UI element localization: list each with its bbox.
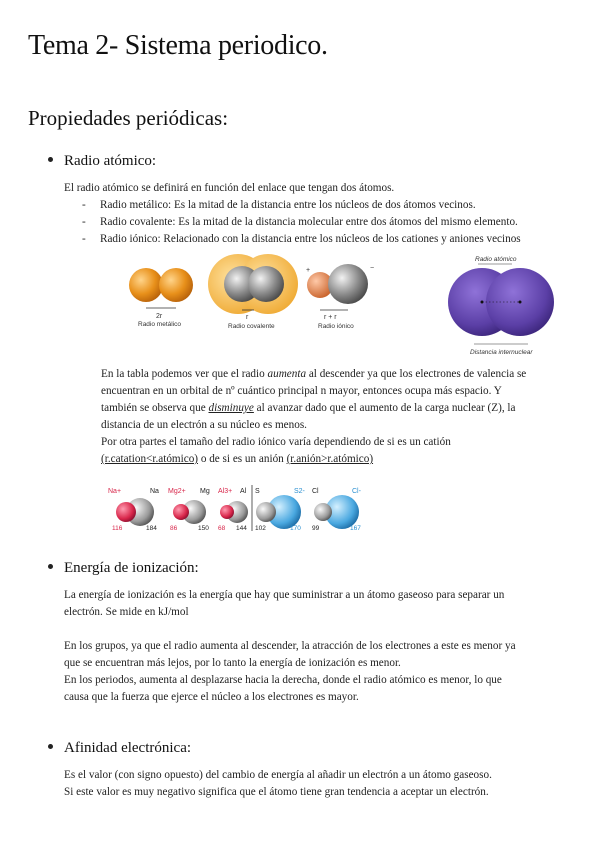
radius-value: 68 — [218, 525, 226, 532]
ionic-measure: r + r — [324, 314, 337, 321]
text-line: causa que la fuerza que ejerce el núcleo a los electrones es mayor. — [64, 691, 359, 703]
ion-label: Mg — [200, 488, 210, 495]
ion-label: Na+ — [108, 488, 122, 495]
bullet-afinidad-electronica — [48, 740, 191, 757]
covalent-radius-diagram — [208, 254, 298, 330]
radio-types-list — [64, 197, 584, 248]
internuclear-distance-diagram — [448, 256, 554, 356]
bullet-energia-ionizacion — [48, 560, 199, 577]
text-line: En los grupos, ya que el radio aumenta al descender, la atracción de los electrones a este es menor ya — [64, 640, 516, 652]
radius-value: 116 — [112, 525, 123, 532]
bullet-dot — [48, 744, 53, 749]
text-line: que se encuentran más lejos, por lo tanto la energía de ionización es menor. — [64, 657, 401, 669]
metal-measure: 2r — [156, 313, 163, 320]
metal-label: Radio metálico — [138, 321, 181, 328]
text-line: encuentran en un orbital de nº cuántico principal n mayor, entonces ocupa más espacio. Y — [101, 385, 502, 397]
ion-label: Cl — [312, 488, 319, 495]
bullet-dot — [48, 157, 53, 162]
text-span: también se observa que — [101, 402, 209, 414]
ion-size-figure — [104, 483, 380, 533]
text-line: Por otra partes el tamaño del radio iónico varía dependiendo de si es un catión — [101, 436, 451, 448]
radius-value: 150 — [198, 525, 209, 532]
list-item: - Radio iónico: Relacionado con la distancia entre los núcleos de los cationes y aniones vecinos — [64, 231, 584, 248]
al-ion — [220, 505, 234, 519]
emphasis-disminuye: disminuye — [208, 402, 254, 414]
cation-rule: (r.catation<r.atómico) — [101, 453, 199, 465]
radius-value: 167 — [350, 525, 361, 532]
radius-value: 99 — [312, 525, 320, 532]
right-top-label: Radio atómico — [475, 256, 517, 263]
radio-explanation — [101, 366, 581, 468]
metallic-radius-diagram — [129, 268, 193, 328]
radius-value: 170 — [290, 525, 301, 532]
covalent-atom-right — [248, 266, 284, 302]
ionizacion-text — [64, 587, 589, 706]
anion-sphere — [328, 264, 368, 304]
blank-line — [64, 621, 589, 638]
ion-label: S — [255, 488, 260, 495]
na-ion — [116, 502, 136, 522]
text-line: En los periodos, aumenta al desplazarse hacia la derecha, donde el radio atómico es menor, lo que — [64, 674, 502, 686]
text-line: La energía de ionización es la energía que hay que suministrar a un átomo gaseoso para separar un — [64, 589, 505, 601]
list-item: - Radio metálico: Es la mitad de la distancia entre los núcleos de dos átomos vecinos. — [64, 197, 584, 214]
cl-atom — [314, 503, 332, 521]
radius-value: 184 — [146, 525, 157, 532]
section-title: Propiedades periódicas: — [28, 106, 229, 130]
radio-heading: Radio atómico: — [64, 153, 157, 169]
metal-atom-right — [159, 268, 193, 302]
ion-label: Na — [150, 488, 159, 495]
list-item: - Radio covalente: Es la mitad de la distancia molecular entre dos átomos del mismo elemento. — [64, 214, 584, 231]
mg-ion — [173, 504, 189, 520]
afinidad-heading: Afinidad electrónica: — [64, 740, 192, 756]
emphasis-aumenta: aumenta — [267, 368, 307, 380]
ionizacion-heading: Energía de ionización: — [64, 560, 199, 576]
covalent-label: Radio covalente — [228, 323, 275, 330]
covalent-measure: r — [246, 314, 249, 321]
text-line: Es el valor (con signo opuesto) del cambio de energía al añadir un electrón a un átomo gaseoso. — [64, 769, 492, 781]
text-line: electrón. Se mide en kJ/mol — [64, 606, 189, 618]
metal-atom-left — [129, 268, 163, 302]
ion-label: Al — [240, 488, 247, 495]
text-line: distancia de un electrón a su núcleo es menos. — [101, 419, 307, 431]
right-bottom-label: Distancia internuclear — [470, 349, 533, 356]
radius-value: 144 — [236, 525, 247, 532]
anion-rule: (r.anión>r.atómico) — [286, 453, 374, 465]
text-span: En la tabla podemos ver que el radio — [101, 368, 268, 380]
atomic-radius-figure — [120, 252, 560, 360]
ion-label: Mg2+ — [168, 488, 186, 495]
s-atom — [256, 502, 276, 522]
radius-value: 102 — [255, 525, 266, 532]
text-span: o de si es un anión — [198, 453, 287, 465]
text-line: Si este valor es muy negativo significa que el átomo tiene gran tendencia a aceptar un electrón. — [64, 786, 489, 798]
text-span: al avanzar dado que el aumento de la carga nuclear (Z), la — [253, 402, 516, 414]
cation-charge: + — [306, 267, 311, 274]
text-span: al descender ya que los electrones de valencia se — [306, 368, 527, 380]
ion-label: Cl- — [352, 488, 361, 495]
bullet-radio-atomico — [48, 153, 156, 170]
ion-label: Al3+ — [218, 488, 233, 495]
afinidad-text — [64, 767, 589, 801]
anion-charge: − — [370, 265, 375, 272]
ionic-label: Radio iónico — [318, 323, 354, 330]
ion-label: S2- — [294, 488, 305, 495]
bullet-dot — [48, 564, 53, 569]
radius-value: 86 — [170, 525, 178, 532]
ionic-radius-diagram — [306, 264, 374, 330]
radio-definitions — [64, 180, 584, 248]
radio-intro: El radio atómico se definirá en función del enlace que tengan dos átomos. — [64, 182, 395, 194]
page-title: Tema 2- Sistema periodico. — [28, 30, 328, 61]
